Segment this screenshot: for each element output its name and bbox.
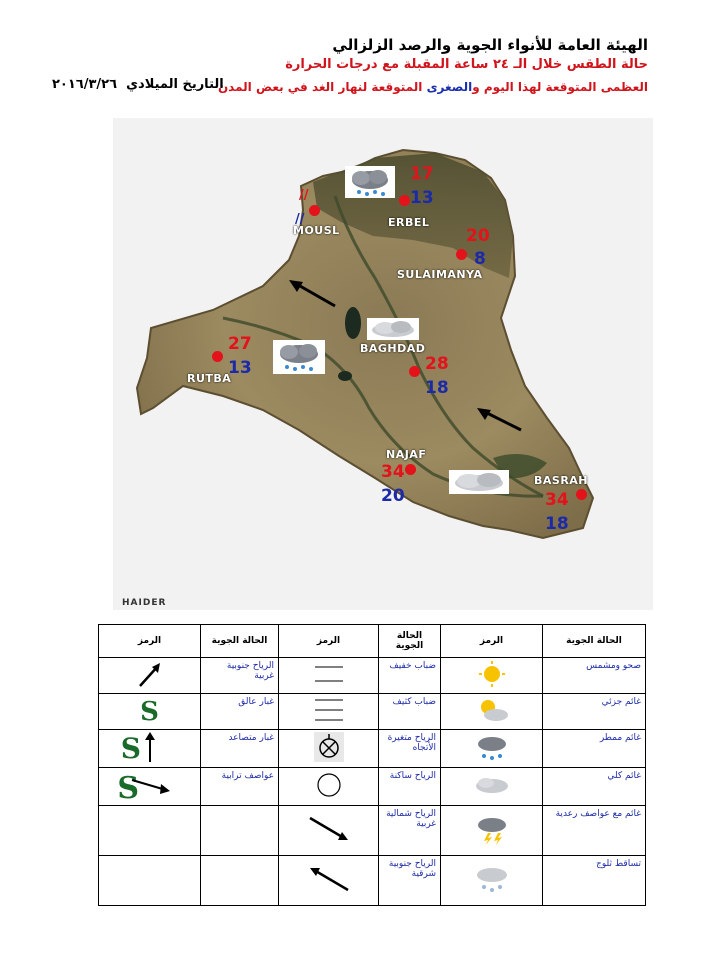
overcast-cloud-icon [441, 768, 543, 806]
rutba-rain-cloud-icon [273, 340, 325, 374]
subtitle-part2: المتوقعة لنهار الغد في بعض المدن [217, 80, 427, 94]
legend-header-symbol-2: الرمز [279, 625, 379, 658]
iraq-map [113, 118, 653, 610]
mousl-label: MOUSL [293, 224, 340, 237]
basrah-min-temp: 18 [545, 514, 569, 534]
najaf-max-temp: 34 [381, 462, 405, 482]
baghdad-label: BAGHDAD [360, 342, 426, 355]
basrah-label: BASRAH [534, 474, 589, 487]
legend-rising-dust: غبار متصاعد [201, 730, 279, 768]
city-dot-basrah [576, 489, 587, 500]
legend-southeast-wind: الرياح جنوبية شرقية [379, 856, 441, 906]
legend-empty-symbol-2 [99, 856, 201, 906]
legend-rainy-cloudy: غائم ممطر [543, 730, 646, 768]
legend-header-state-3: الحالة الجوية [201, 625, 279, 658]
sulaimanya-label: SULAIMANYA [397, 268, 483, 281]
baghdad-max-temp: 28 [425, 354, 449, 374]
city-dot-rutba [212, 351, 223, 362]
legend-heavy-fog: ضباب كثيف [379, 694, 441, 730]
legend-partly-cloudy: غائم جزئي [543, 694, 646, 730]
legend-header-symbol-3: الرمز [99, 625, 201, 658]
sulaimanya-max-temp: 20 [466, 226, 490, 246]
date-line [52, 77, 224, 92]
city-dot-baghdad [409, 366, 420, 377]
subtitle-part1: العظمى المتوقعة لهذا اليوم و [472, 80, 648, 94]
najaf-label: NAJAF [386, 448, 427, 461]
legend-empty-symbol-1 [99, 806, 201, 856]
dust-storm-symbol [99, 768, 201, 806]
rainy-cloud-icon [441, 730, 543, 768]
thunderstorm-icon [441, 806, 543, 856]
southwest-wind-symbol [99, 658, 201, 694]
legend-empty-state-2 [201, 856, 279, 906]
rutba-max-temp: 27 [228, 334, 252, 354]
variable-wind-symbol [279, 730, 379, 768]
heavy-fog-symbol [279, 694, 379, 730]
legend-overcast: غائم كلي [543, 768, 646, 806]
erbel-max-temp: 17 [410, 164, 434, 184]
legend-dust-storm: عواصف ترابية [201, 768, 279, 806]
forecast-subtitle-2 [218, 80, 648, 94]
northwest-wind-symbol [279, 806, 379, 856]
rutba-label: RUTBA [187, 372, 232, 385]
legend-variable-wind: الرياح متغيرة الأتجاه [379, 730, 441, 768]
city-dot-najaf [405, 464, 416, 475]
legend-southwest-wind: الرياح جنوبية غربية [201, 658, 279, 694]
legend-empty-state-1 [201, 806, 279, 856]
forecast-subtitle: حالة الطقس خلال الـ ٢٤ ساعة المقبلة مع درجات الحرارة [285, 57, 648, 72]
suspended-dust-symbol: S [99, 694, 201, 730]
subtitle-min-word: الصغرى [426, 80, 473, 94]
legend-snowfall: تساقط ثلوج [543, 856, 646, 906]
svg-text:S: S [116, 771, 139, 806]
mousl-max-temp: // [299, 188, 309, 203]
city-dot-mousl [309, 205, 320, 216]
legend-sunny: صحو ومشمس [543, 658, 646, 694]
svg-text:S: S [120, 732, 141, 765]
legend-table [98, 624, 646, 906]
calm-wind-symbol [279, 768, 379, 806]
rutba-min-temp: 13 [228, 358, 252, 378]
snow-icon [441, 856, 543, 906]
legend-northwest-wind: الرياح شمالية غربية [379, 806, 441, 856]
city-dot-sulaimanya [456, 249, 467, 260]
erbel-label: ERBEL [388, 216, 430, 229]
legend-header-symbol-1: الرمز [441, 625, 543, 658]
light-fog-symbol [279, 658, 379, 694]
lake-tharthar [345, 307, 361, 339]
erbel-min-temp: 13 [410, 188, 434, 208]
najaf-min-temp: 20 [381, 486, 405, 506]
southeast-wind-symbol [279, 856, 379, 906]
najaf-overcast-cloud-icon [449, 470, 509, 494]
baghdad-overcast-cloud-icon [367, 318, 419, 340]
mousl-min-temp: // [295, 212, 305, 227]
legend-calm-wind: الرياح ساكنة [379, 768, 441, 806]
sulaimanya-min-temp: 8 [474, 249, 486, 269]
map-credit: HAIDER [122, 598, 167, 608]
sunny-icon [441, 658, 543, 694]
basrah-max-temp: 34 [545, 490, 569, 510]
baghdad-min-temp: 18 [425, 378, 449, 398]
legend-header-state-2: الحالة الجوية [379, 625, 441, 658]
legend-suspended-dust: غبار عالق [201, 694, 279, 730]
date-label: التاريخ الميلادي [126, 77, 224, 92]
legend-thunderstorm: غائم مع عواصف رعدية [543, 806, 646, 856]
legend-light-fog: ضباب خفيف [379, 658, 441, 694]
partly-cloudy-icon [441, 694, 543, 730]
date-value: ٢٠١٦/٣/٢٦ [52, 77, 118, 92]
city-dot-erbel [399, 195, 410, 206]
legend-header-state-1: الحالة الجوية [543, 625, 646, 658]
agency-title: الهيئة العامة للأنواء الجوية والرصد الزلزالي [332, 36, 648, 54]
rising-dust-symbol [99, 730, 201, 768]
lake-razzaza [338, 371, 352, 381]
erbel-rain-cloud-icon [345, 166, 395, 198]
